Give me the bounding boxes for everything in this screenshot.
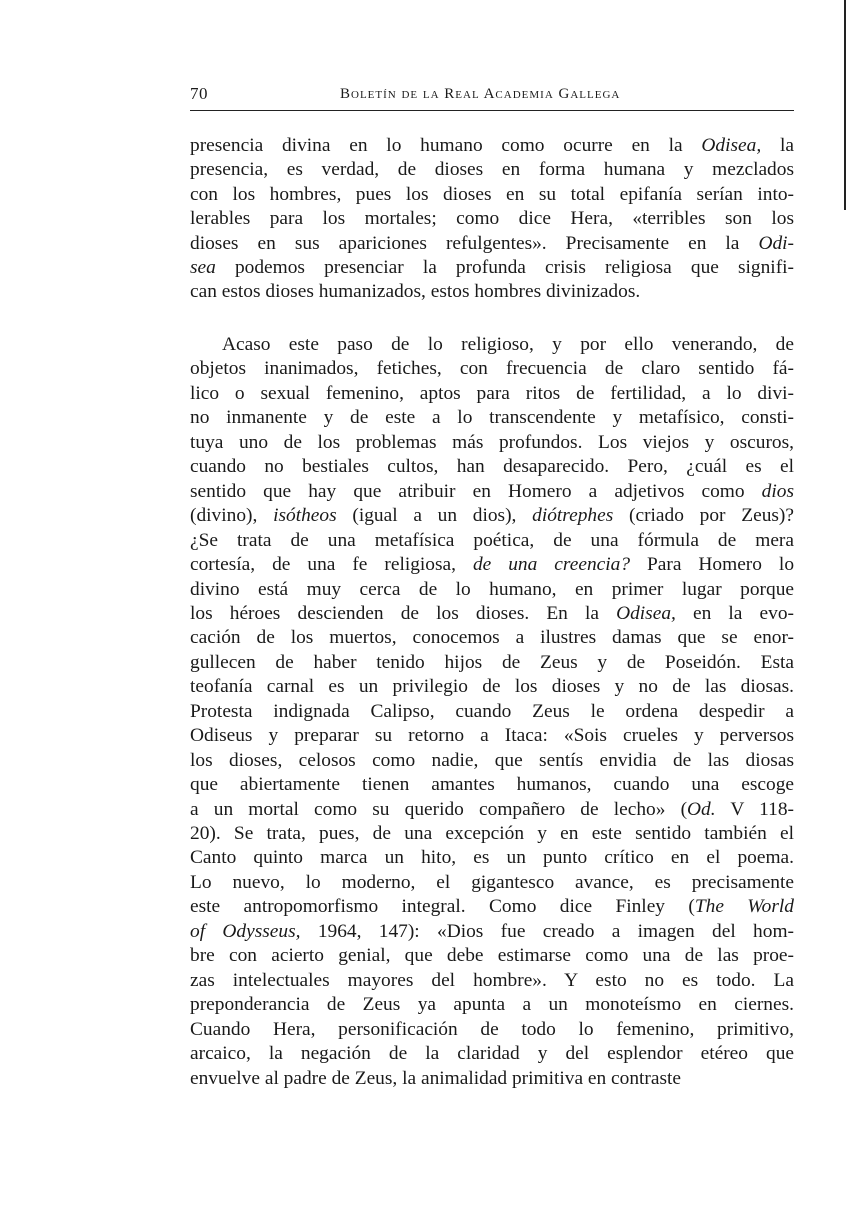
- italic-text: of Odysseus,: [190, 920, 301, 942]
- text-run: Odiseus y preparar su retorno a Itaca: «Sois crueles y perversos: [190, 725, 794, 747]
- text-run: zas intelectuales mayores del hombre». Y esto no es todo. La: [190, 969, 794, 991]
- italic-text: sea: [190, 257, 216, 278]
- page-edge-rule: [844, 0, 846, 210]
- text-line: [190, 183, 794, 207]
- text-line: [190, 944, 794, 968]
- text-line: [190, 871, 794, 895]
- text-line: [190, 578, 794, 602]
- text-line: [190, 626, 794, 650]
- text-run: (divino),: [190, 505, 274, 527]
- text-line: [190, 822, 794, 846]
- text-run: 1964, 147): «Dios fue creado a imagen del hom-: [300, 920, 794, 942]
- text-run: ¿Se trata de una metafísica poética, de una fórmula de mera: [190, 529, 794, 551]
- text-run: los héroes descienden de los dioses. En la: [190, 602, 617, 624]
- text-run: Acaso este paso de lo religioso, y por ello venerando, de: [222, 334, 794, 355]
- text-line: [190, 529, 794, 553]
- text-run: podemos presenciar la profunda crisis religiosa que signifi-: [215, 257, 794, 278]
- text-run: Protesta indignada Calipso, cuando Zeus le ordena despedir a: [190, 700, 794, 722]
- italic-text: de una creencia?: [472, 554, 631, 576]
- text-run: que abiertamente tienen amantes humanos, cuando una escoge: [190, 774, 794, 796]
- text-run: lico o sexual femenino, aptos para ritos de fertilidad, a lo divi-: [190, 382, 794, 404]
- text-run: cuando no bestiales cultos, han desaparecido. Pero, ¿cuál es el: [190, 456, 794, 478]
- text-run: lerables para los mortales; como dice Hera, «terribles son los: [190, 208, 794, 230]
- text-line: [190, 553, 794, 577]
- text-run: Para Homero lo: [630, 554, 795, 576]
- text-line: [190, 480, 794, 504]
- text-run: dioses en sus apariciones refulgentes». Precisamente en la: [190, 232, 759, 254]
- text-line: [190, 504, 794, 528]
- italic-text: dios: [761, 480, 794, 502]
- text-run: 20). Se trata, pues, de una excepción y en este sentido también el: [190, 823, 794, 844]
- italic-text: Od.: [687, 798, 716, 820]
- italic-text: diótrephes: [532, 505, 614, 527]
- text-line: [190, 207, 794, 231]
- text-run: teofanía carnal es un privilegio de los dioses y no de las diosas.: [190, 676, 794, 698]
- text-run: con los hombres, pues los dioses en su total epifanía serían into-: [190, 183, 794, 205]
- text-line: [190, 651, 794, 675]
- italic-text: The World: [694, 896, 795, 918]
- text-run: la: [761, 135, 794, 156]
- text-run: (igual a un dios),: [336, 505, 533, 527]
- text-run: objetos inanimados, fetiches, con frecuencia de claro sentido fá-: [190, 358, 794, 380]
- text-line: [190, 406, 794, 430]
- text-run: Canto quinto marca un hito, es un punto crítico en el poema.: [190, 847, 794, 869]
- text-line: [190, 675, 794, 699]
- text-run: no inmanente y de este a lo transcendente y metafísico, consti-: [190, 407, 794, 429]
- text-run: Cuando Hera, personificación de todo lo femenino, primitivo,: [190, 1018, 794, 1040]
- text-run: en la evo-: [675, 602, 794, 624]
- text-line: [190, 724, 794, 748]
- text-run: cortesía, de una fe religiosa,: [190, 554, 473, 576]
- text-run: Lo nuevo, lo moderno, el gigantesco avance, es precisamente: [190, 871, 794, 893]
- text-run: tuya uno de los problemas más profundos. Los viejos y oscuros,: [190, 431, 794, 453]
- italic-text: Odisea,: [701, 135, 762, 156]
- running-header: [190, 84, 794, 111]
- text-run: V 118-: [715, 798, 794, 820]
- text-line: [190, 431, 794, 455]
- text-line: [190, 158, 794, 182]
- text-line: [190, 455, 794, 479]
- text-line: [190, 357, 794, 381]
- italic-text: isótheos: [273, 505, 337, 527]
- text-line: [190, 382, 794, 406]
- text-line: [190, 256, 794, 280]
- italic-text: Odisea,: [616, 602, 676, 624]
- text-run: este antropomorfismo integral. Como dice Finley (: [190, 896, 695, 918]
- text-run: sentido que hay que atribuir en Homero a adjetivos como: [190, 480, 762, 502]
- page-number: 70: [190, 84, 208, 103]
- text-line: [190, 798, 794, 822]
- text-line: [190, 1018, 794, 1042]
- text-line: [190, 749, 794, 773]
- text-line: [190, 1067, 794, 1091]
- text-line: [190, 280, 794, 304]
- text-line: [190, 134, 794, 158]
- text-run: preponderancia de Zeus ya apunta a un monoteísmo en ciernes.: [190, 994, 794, 1016]
- text-run: envuelve al padre de Zeus, la animalidad primitiva en contraste: [190, 1067, 682, 1089]
- text-line: [190, 895, 794, 919]
- text-run: arcaico, la negación de la claridad y del esplendor etéreo que: [190, 1043, 794, 1065]
- text-run: can estos dioses humanizados, estos hombres divinizados.: [190, 281, 641, 303]
- text-run: divino está muy cerca de lo humano, en primer lugar porque: [190, 578, 794, 600]
- text-run: los dioses, celosos como nadie, que sentís envidia de las diosas: [190, 749, 794, 771]
- text-line: [190, 232, 794, 256]
- text-run: cación de los muertos, conocemos a ilustres damas que se enor-: [190, 627, 794, 649]
- text-line: [190, 1042, 794, 1066]
- text-line: [190, 700, 794, 724]
- running-title: Boletín de la Real Academia Gallega: [340, 86, 621, 102]
- text-run: gullecen de haber tenido hijos de Zeus y de Poseidón. Esta: [190, 651, 794, 673]
- text-run: (criado por Zeus)?: [613, 505, 795, 527]
- text-line: [190, 969, 794, 993]
- italic-text: Odi-: [758, 232, 794, 254]
- text-run: presencia, es verdad, de dioses en forma humana y mezclados: [190, 159, 794, 181]
- text-line: [190, 920, 794, 944]
- text-run: a un mortal como su querido compañero de lecho» (: [190, 798, 688, 820]
- text-line: [190, 846, 794, 870]
- text-line: [190, 773, 794, 797]
- text-line: [222, 333, 794, 357]
- text-line: [190, 602, 794, 626]
- text-line: [190, 993, 794, 1017]
- text-run: presencia divina en lo humano como ocurre en la: [190, 135, 702, 156]
- text-run: bre con acierto genial, que debe estimarse como una de las proe-: [190, 945, 794, 967]
